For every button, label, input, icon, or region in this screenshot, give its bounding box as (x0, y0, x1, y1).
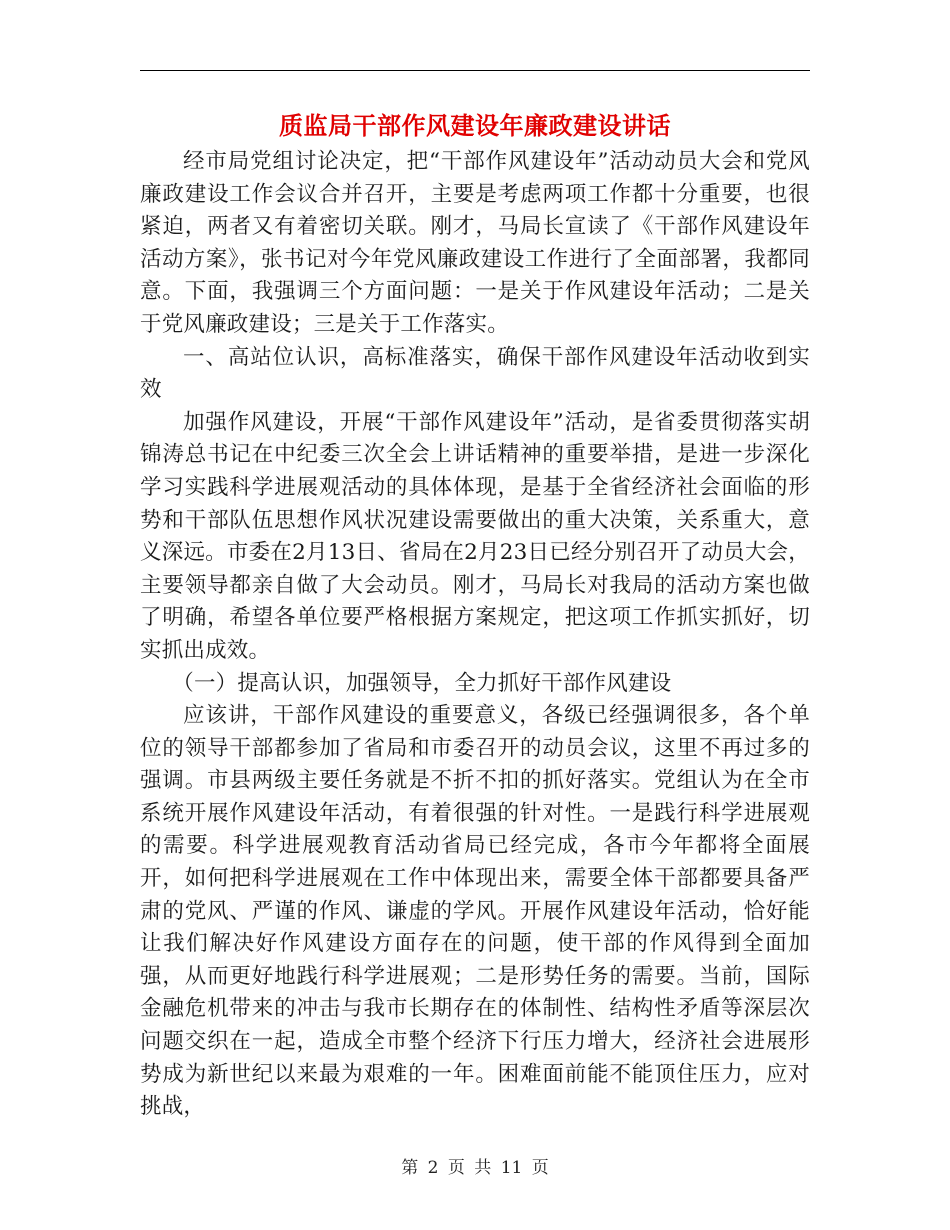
subsection-heading-1: （一）提高认识，加强领导，全力抓好干部作风建设 (172, 670, 672, 696)
document-title: 质监局干部作风建设年廉政建设讲话 (279, 111, 671, 140)
paragraph-intro: 经市局党组讨论决定，把“干部作风建设年”活动动员大会和党风廉政建设工作会议合并召开，主要是考虑两项工作都十分重要，也很紧迫，两者又有着密切关联。刚才，马局长宣读了《干部作风建设年活动方案》，张书记对今年党风廉政建设工作进行了全面部署，我都同意。下面，我强调三个方面问题：一是关于作风建设年活动；二是关于党风廉政建设；三是关于工作落实。 (140, 149, 810, 337)
page-number-footer: 第 2 页 共 11 页 (401, 1158, 549, 1178)
section-heading-1: 一、高站位认识，高标准落实，确保干部作风建设年活动收到实效 (140, 344, 810, 403)
header-rule (140, 70, 810, 71)
paragraph-subsection-1: 应该讲，干部作风建设的重要意义，各级已经强调很多，各个单位的领导干部都参加了省局和市委召开的动员会议，这里不再过多的强调。市县两级主要任务就是不折不扣的抓好落实。党组认为在全市系统开展作风建设年活动，有着很强的针对性。一是践行科学进展观的需要。科学进展观教育活动省局已经完成，各市今年都将全面展开，如何把科学进展观在工作中体现出来，需要全体干部都要具备严肃的党风、严谨的作风、谦虚的学风。开展作风建设年活动，恰好能让我们解决好作风建设方面存在的问题，使干部的作风得到全面加强，从而更好地践行科学进展观；二是形势任务的需要。当前，国际金融危机带来的冲击与我市长期存在的体制性、结构性矛盾等深层次问题交织在一起，造成全市整个经济下行压力增大，经济社会进展形势成为新世纪以来最为艰难的一年。困难面前能不能顶住压力，应对挑战， (140, 703, 810, 1120)
paragraph-section-1: 加强作风建设，开展“干部作风建设年”活动，是省委贯彻落实胡锦涛总书记在中纪委三次全会上讲话精神的重要举措，是进一步深化学习实践科学进展观活动的具体体现，是基于全省经济社会面临的形势和干部队伍思想作风状况建设需要做出的重大决策，关系重大，意义深远。市委在2月13日、省局在2月23日已经分别召开了动员大会，主要领导都亲自做了大会动员。刚才，马局长对我局的活动方案也做了明确，希望各单位要严格根据方案规定，把这项工作抓实抓好，切实抓出成效。 (140, 409, 810, 663)
document-body (140, 146, 810, 1124)
